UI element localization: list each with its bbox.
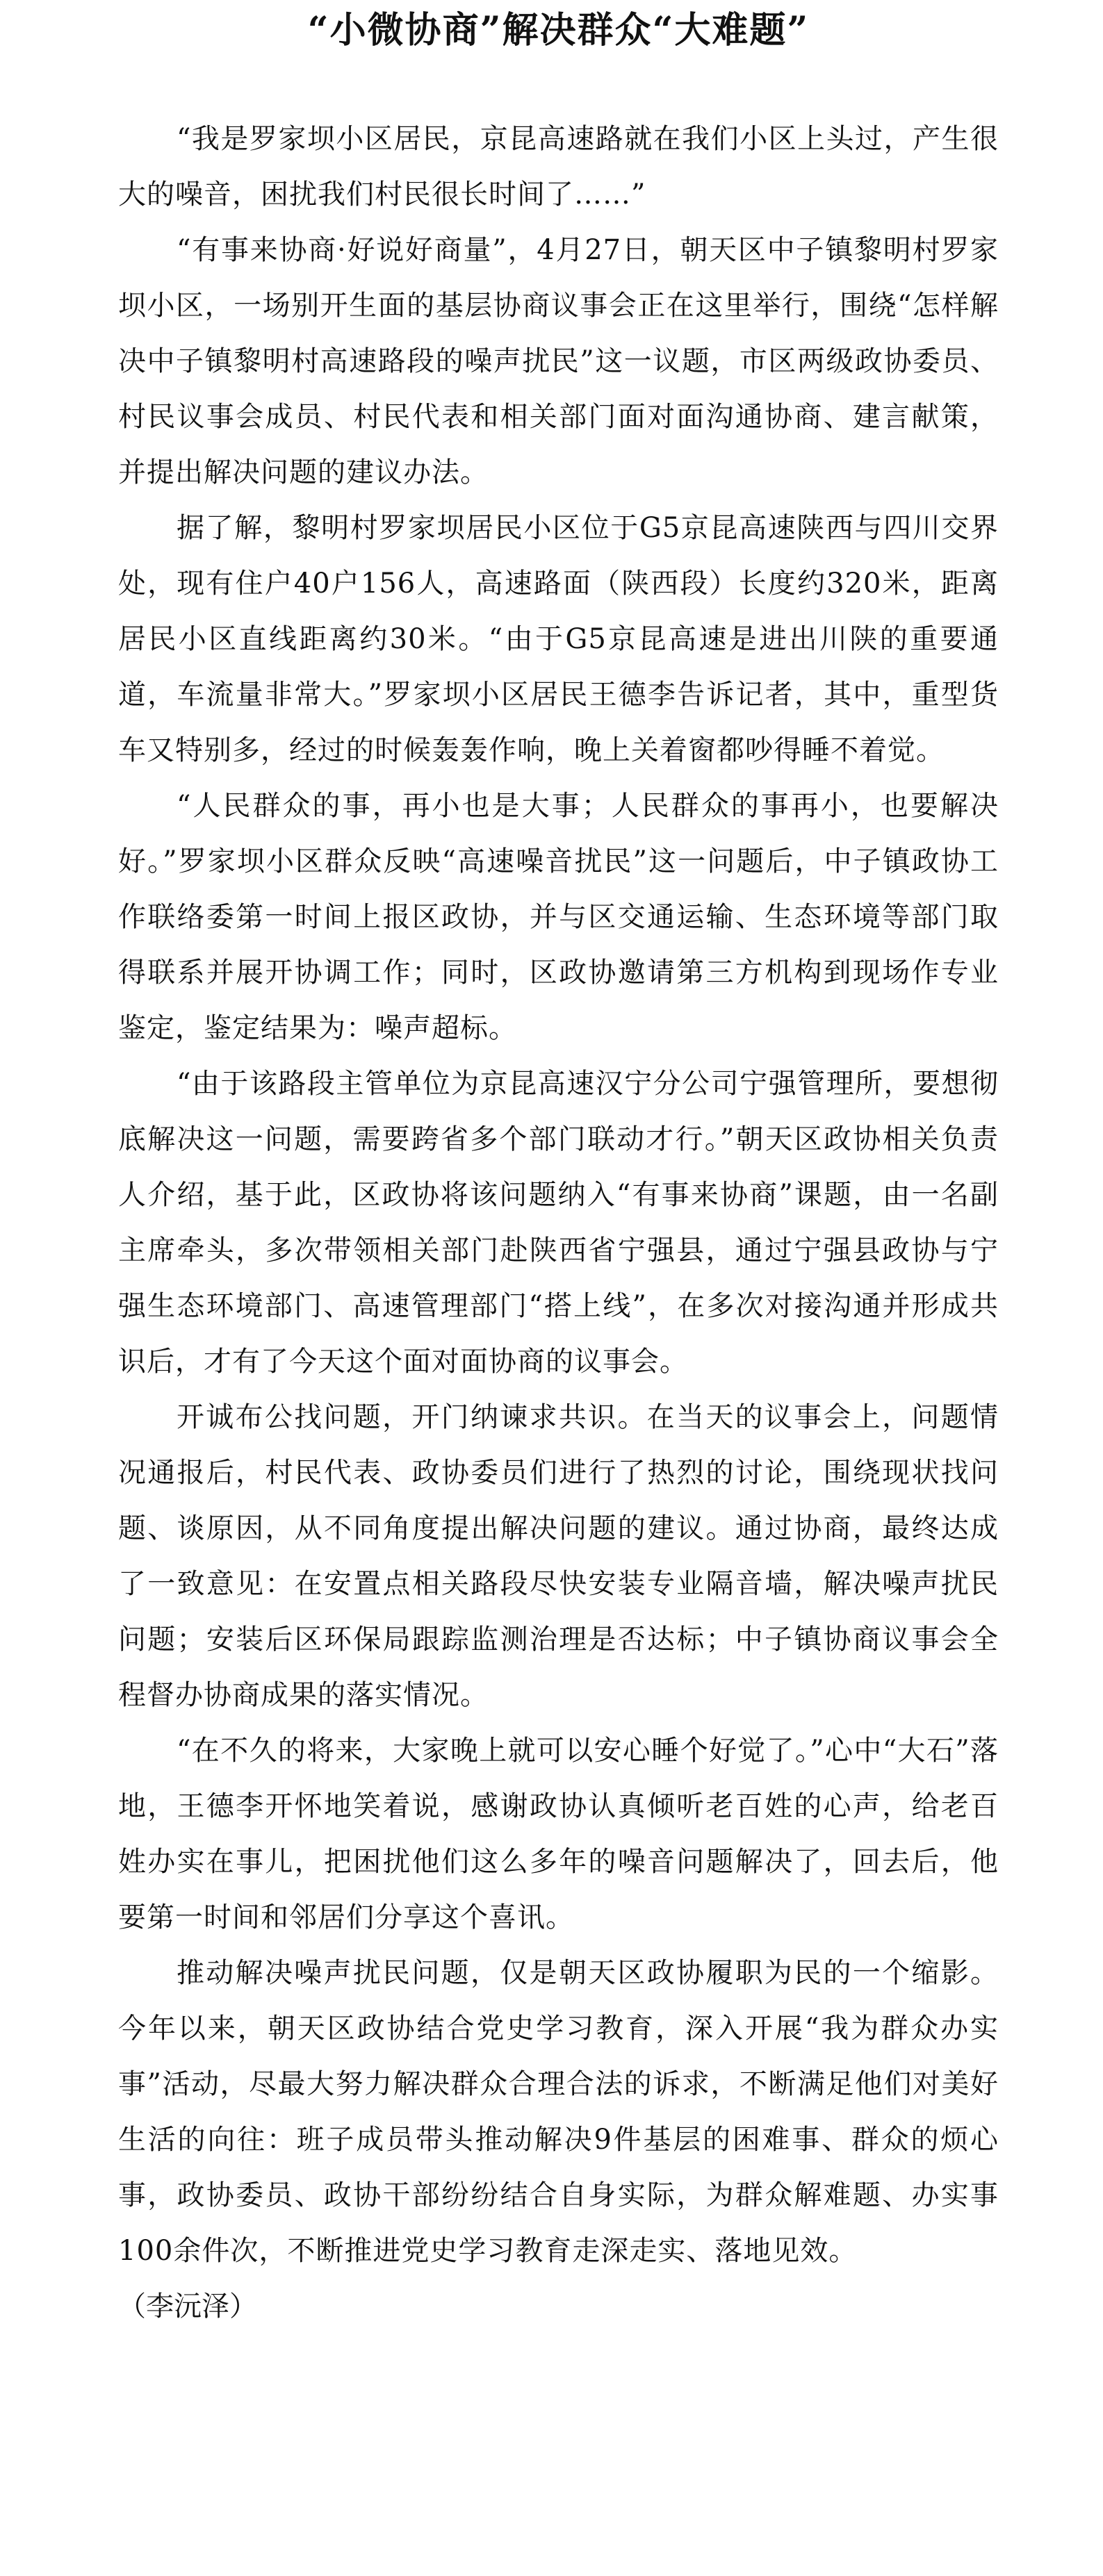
paragraph-4: “人民群众的事，再小也是大事；人民群众的事再小，也要解决好。”罗家坝小区群众反映“高速噪音扰民”这一问题后，中子镇政协工作联络委第一时间上报区政协，并与区交通运输、生态环境等部门取得联系并展开协调工作；同时，区政协邀请第三方机构到现场作专业鉴定，鉴定结果为：噪声超标。 xyxy=(118,790,999,1044)
paragraph-3: 据了解，黎明村罗家坝居民小区位于G5京昆高速陕西与四川交界处，现有住户40户156人，高速路面（陕西段）长度约320米，距离居民小区直线距离约30米。“由于G5京昆高速是进出川陕的重要通道，车流量非常大。”罗家坝小区居民王德李告诉记者，其中，重型货车又特别多，经过的时候轰轰作响，晚上关着窗都吵得睡不着觉。 xyxy=(118,512,999,766)
paragraph-8: 推动解决噪声扰民问题，仅是朝天区政协履职为民的一个缩影。今年以来，朝天区政协结合党史学习教育，深入开展“我为群众办实事”活动，尽最大努力解决群众合理合法的诉求，不断满足他们对美好生活的向往：班子成员带头推动解决9件基层的困难事、群众的烦心事，政协委员、政协干部纷纷结合自身实际，为群众解难题、办实事100余件次，不断推进党史学习教育走深走实、落地见效。 xyxy=(118,1957,999,2267)
paragraph-5: “由于该路段主管单位为京昆高速汉宁分公司宁强管理所，要想彻底解决这一问题，需要跨省多个部门联动才行。”朝天区政协相关负责人介绍，基于此，区政协将该问题纳入“有事来协商”课题，由一名副主席牵头，多次带领相关部门赴陕西省宁强县，通过宁强县政协与宁强生态环境部门、高速管理部门“搭上线”，在多次对接沟通并形成共识后，才有了今天这个面对面协商的议事会。 xyxy=(118,1068,999,1378)
paragraph-2: “有事来协商·好说好商量”，4月27日，朝天区中子镇黎明村罗家坝小区，一场别开生面的基层协商议事会正在这里举行，围绕“怎样解决中子镇黎明村高速路段的噪声扰民”这一议题，市区两级政协委员、村民议事会成员、村民代表和相关部门面对面沟通协商、建言献策，并提出解决问题的建议办法。 xyxy=(118,234,999,488)
article-body xyxy=(118,111,999,2334)
article-title: “小微协商”解决群众“大难题” xyxy=(307,9,810,51)
paragraph-1: “我是罗家坝小区居民，京昆高速路就在我们小区上头过，产生很大的噪音，困扰我们村民很长时间了……” xyxy=(118,123,999,210)
paragraph-6: 开诚布公找问题，开门纳谏求共识。在当天的议事会上，问题情况通报后，村民代表、政协委员们进行了热烈的讨论，围绕现状找问题、谈原因，从不同角度提出解决问题的建议。通过协商，最终达成了一致意见：在安置点相关路段尽快安装专业隔音墙，解决噪声扰民问题；安装后区环保局跟踪监测治理是否达标；中子镇协商议事会全程督办协商成果的落实情况。 xyxy=(118,1401,999,1711)
author-byline: （李沅泽） xyxy=(118,2290,257,2322)
paragraph-7: “在不久的将来，大家晚上就可以安心睡个好觉了。”心中“大石”落地，王德李开怀地笑着说，感谢政协认真倾听老百姓的心声，给老百姓办实在事儿，把困扰他们这么多年的噪音问题解决了，回去后，他要第一时间和邻居们分享这个喜讯。 xyxy=(118,1735,999,1933)
